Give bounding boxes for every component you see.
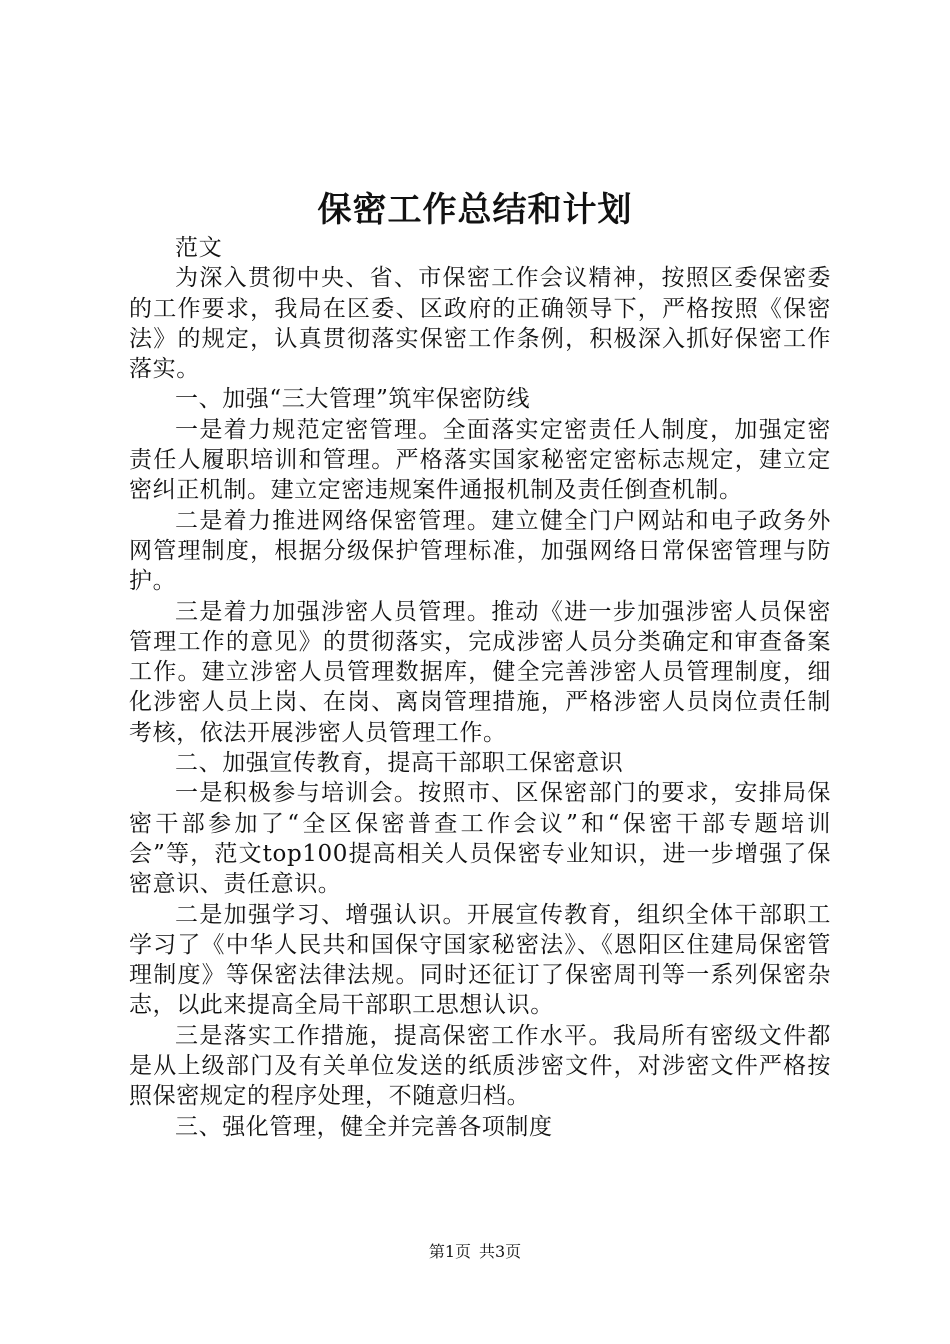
page-number: 第1页 (428, 1242, 471, 1261)
document-body (129, 233, 831, 1142)
document-title: 保密工作总结和计划 (317, 190, 633, 230)
paragraph-2-2: 二是加强学习、增强认识。开展宣传教育，组织全体干部职工学习了《中华人民共和国保守国家秘密法》、《恩阳区住建局保密管理制度》等保密法律法规。同时还征订了保密周刊等一系列保密杂志，以此来提高全局干部职工思想认识。 (129, 901, 831, 1019)
paragraph-2-3: 三是落实工作措施，提高保密工作水平。我局所有密级文件都是从上级部门及有关单位发送的纸质涉密文件，对涉密文件严格按照保密规定的程序处理，不随意归档。 (129, 1022, 831, 1110)
section-heading-3: 三、强化管理，健全并完善各项制度 (175, 1113, 553, 1140)
page-total: 共3页 (479, 1242, 522, 1261)
paragraph-1-1: 一是着力规范定密管理。全面落实定密责任人制度，加强定密责任人履职培训和管理。严格落实国家秘密定密标志规定，建立定密纠正机制。建立定密违规案件通报机制及责任倒查机制。 (129, 416, 831, 504)
paragraph-1-3: 三是着力加强涉密人员管理。推动《进一步加强涉密人员保密管理工作的意见》的贯彻落实，完成涉密人员分类确定和审查备案工作。建立涉密人员管理数据库，健全完善涉密人员管理制度，细化涉密人员上岗、在岗、离岗管理措施，严格涉密人员岗位责任制考核，依法开展涉密人员管理工作。 (129, 598, 831, 746)
section-heading-2: 二、加强宣传教育，提高干部职工保密意识 (175, 750, 624, 777)
paragraph-preamble: 为深入贯彻中央、省、市保密工作会议精神，按照区委保密委的工作要求，我局在区委、区政府的正确领导下，严格按照《保密法》的规定，认真贯彻落实保密工作条例，积极深入抓好保密工作落实。 (129, 265, 831, 383)
paragraph-2-1: 一是积极参与培训会。按照市、区保密部门的要求，安排局保密干部参加了“全区保密普查工作会议”和“保密干部专题培训会”等，范文top100提高相关人员保密专业知识，进一步增强了保密意识、责任意识。 (129, 780, 831, 898)
page-footer (0, 1242, 950, 1262)
section-heading-1: 一、加强“三大管理”筑牢保密防线 (175, 386, 531, 413)
paragraph-intro-label: 范文 (175, 235, 223, 261)
paragraph-1-2: 二是着力推进网络保密管理。建立健全门户网站和电子政务外网管理制度，根据分级保护管理标准，加强网络日常保密管理与防护。 (129, 507, 831, 595)
